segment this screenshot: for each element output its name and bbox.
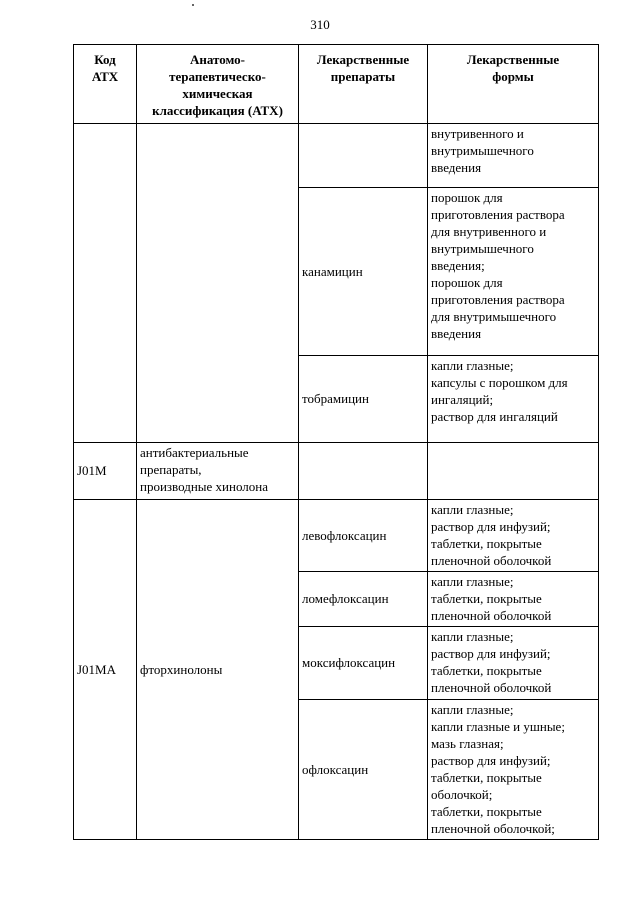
cell-drug-empty (299, 443, 428, 500)
header-forms: Лекарственные формы (428, 45, 599, 124)
cell-forms: порошок для приготовления раствора для внутривенного и внутримышечного введения; порошок для приготовления раствора для внутримышечного введения (428, 188, 599, 356)
table-row (74, 500, 599, 572)
cell-classification: фторхинолоны (137, 500, 299, 840)
cell-forms: капли глазные; раствор для инфузий; таблетки, покрытые пленочной оболочкой (428, 627, 599, 700)
cell-drug: моксифлоксацин (299, 627, 428, 700)
cell-code-empty (74, 124, 137, 443)
header-classification: Анатомо- терапевтическо- химическая классификация (АТХ) (137, 45, 299, 124)
cell-code: J01M (74, 443, 137, 500)
cell-drug: офлоксацин (299, 700, 428, 840)
header-code: Код АТХ (74, 45, 137, 124)
cell-drug: ломефлоксацин (299, 572, 428, 627)
cell-forms: внутривенного и внутримышечного введения (428, 124, 599, 188)
cell-classification: антибактериальные препараты, производные хинолона (137, 443, 299, 500)
cell-drug-empty (299, 124, 428, 188)
cell-drug: канамицин (299, 188, 428, 356)
cell-drug: тобрамицин (299, 356, 428, 443)
cell-code: J01MA (74, 500, 137, 840)
cell-drug: левофлоксацин (299, 500, 428, 572)
header-drugs: Лекарственные препараты (299, 45, 428, 124)
table-header-row (74, 45, 599, 124)
cell-forms: капли глазные; капсулы с порошком для ингаляций; раствор для ингаляций (428, 356, 599, 443)
cell-forms: капли глазные; раствор для инфузий; таблетки, покрытые пленочной оболочкой (428, 500, 599, 572)
cell-forms-empty (428, 443, 599, 500)
cell-forms: капли глазные; таблетки, покрытые пленочной оболочкой (428, 572, 599, 627)
cell-classification-empty (137, 124, 299, 443)
table-row (74, 124, 599, 188)
cell-forms: капли глазные; капли глазные и ушные; мазь глазная; раствор для инфузий; таблетки, покрытые оболочкой; таблетки, покрытые пленочной оболочкой; (428, 700, 599, 840)
atc-drug-table (73, 44, 599, 840)
page-number: 310 (310, 17, 330, 32)
scan-speck (192, 4, 194, 6)
table-row (74, 443, 599, 500)
